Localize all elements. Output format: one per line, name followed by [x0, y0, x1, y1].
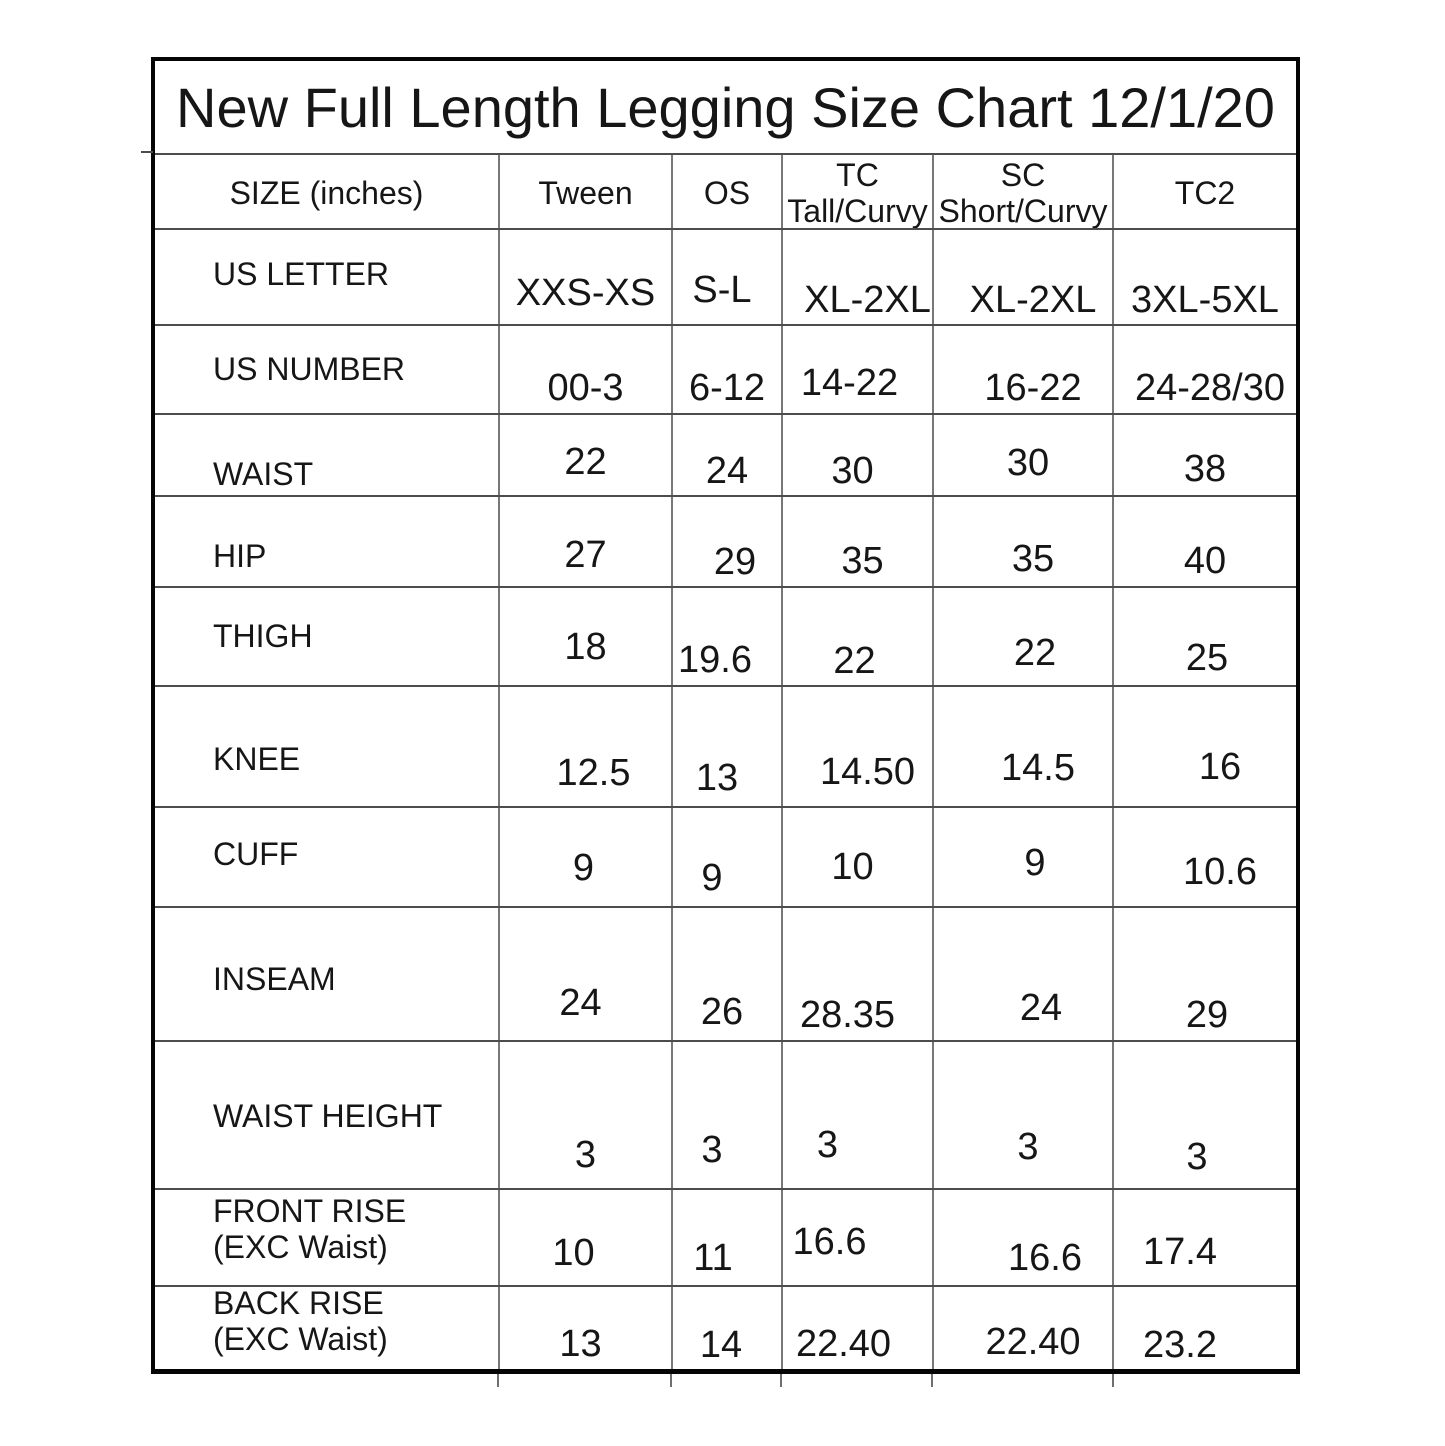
size-chart-table — [151, 57, 1300, 1374]
header-tc: TC Tall/Curvy — [781, 155, 932, 228]
size-value: S-L — [671, 230, 781, 324]
header-sc: SC Short/Curvy — [932, 155, 1112, 228]
size-value: 16.6 — [932, 1190, 1112, 1285]
column-line-stub — [1112, 1374, 1114, 1387]
size-value: XXS-XS — [498, 230, 671, 324]
size-value: 24 — [932, 908, 1112, 1040]
size-value: 30 — [932, 415, 1112, 495]
size-value: 27 — [498, 497, 671, 586]
row-label: INSEAM — [213, 961, 336, 997]
size-value: 19.6 — [671, 588, 781, 685]
size-value: 14 — [671, 1287, 781, 1369]
chart-title — [155, 61, 1296, 153]
column-line-stub — [931, 1374, 933, 1387]
row-label: BACK RISE (EXC Waist) — [213, 1287, 388, 1357]
table-row — [155, 1040, 1296, 1188]
size-value: 17.4 — [1112, 1190, 1296, 1285]
size-value: 30 — [781, 415, 932, 495]
size-value: 00-3 — [498, 326, 671, 413]
table-row — [155, 806, 1296, 906]
size-value: 9 — [671, 808, 781, 906]
size-value: 24-28/30 — [1112, 326, 1296, 413]
size-value: 35 — [932, 497, 1112, 586]
size-value: 3XL-5XL — [1112, 230, 1296, 324]
size-value: XL-2XL — [781, 230, 932, 324]
table-row — [155, 1188, 1296, 1285]
size-value: 3 — [932, 1042, 1112, 1188]
row-label: CUFF — [213, 836, 299, 872]
table-row — [155, 495, 1296, 586]
header-tween: Tween — [498, 155, 671, 228]
size-value: 22.40 — [781, 1287, 932, 1369]
size-value: 3 — [671, 1042, 781, 1188]
row-label: US LETTER — [213, 256, 390, 292]
size-value: 24 — [498, 908, 671, 1040]
row-label: FRONT RISE (EXC Waist) — [213, 1193, 407, 1265]
table-row — [155, 413, 1296, 495]
size-value: 14.5 — [932, 687, 1112, 806]
size-value: 14.50 — [781, 687, 932, 806]
row-label: KNEE — [213, 741, 301, 777]
row-label: US NUMBER — [213, 351, 406, 387]
row-label: WAIST HEIGHT — [213, 1098, 443, 1134]
size-value: 11 — [671, 1190, 781, 1285]
size-value: 13 — [498, 1287, 671, 1369]
size-value: 25 — [1112, 588, 1296, 685]
row-label: THIGH — [213, 618, 313, 654]
header-os: OS — [671, 155, 781, 228]
header-row — [155, 153, 1296, 228]
size-value: 6-12 — [671, 326, 781, 413]
size-value: 40 — [1112, 497, 1296, 586]
header-tc2: TC2 — [1112, 155, 1296, 228]
size-value: 16-22 — [932, 326, 1112, 413]
size-value: 3 — [1112, 1042, 1296, 1188]
size-value: 10 — [781, 808, 932, 906]
column-line-stub — [780, 1374, 782, 1387]
size-value: 16.6 — [781, 1190, 932, 1285]
size-value: 10 — [498, 1190, 671, 1285]
header-size: SIZE (inches) — [229, 175, 424, 211]
table-row — [155, 1285, 1296, 1369]
size-value: 24 — [671, 415, 781, 495]
size-value: 9 — [498, 808, 671, 906]
column-line-stub — [670, 1374, 672, 1387]
size-value: 35 — [781, 497, 932, 586]
table-row — [155, 324, 1296, 413]
size-value: 22.40 — [932, 1287, 1112, 1369]
size-value: 29 — [671, 497, 781, 586]
row-label: HIP — [213, 538, 267, 574]
size-value: 9 — [932, 808, 1112, 906]
table-row — [155, 586, 1296, 685]
size-value: 12.5 — [498, 687, 671, 806]
size-value: 22 — [498, 415, 671, 495]
size-value: XL-2XL — [932, 230, 1112, 324]
size-value: 14-22 — [781, 326, 932, 413]
size-value: 23.2 — [1112, 1287, 1296, 1369]
size-value: 29 — [1112, 908, 1296, 1040]
size-value: 16 — [1112, 687, 1296, 806]
table-row — [155, 685, 1296, 806]
row-label: WAIST — [213, 456, 314, 492]
size-value: 3 — [498, 1042, 671, 1188]
size-value: 22 — [781, 588, 932, 685]
size-value: 10.6 — [1112, 808, 1296, 906]
size-value: 13 — [671, 687, 781, 806]
size-value: 28.35 — [781, 908, 932, 1040]
chart-title-text: New Full Length Legging Size Chart 12/1/20 — [176, 75, 1275, 139]
size-value: 18 — [498, 588, 671, 685]
table-row — [155, 906, 1296, 1040]
size-value: 22 — [932, 588, 1112, 685]
title-line-stub — [141, 151, 153, 153]
column-line-stub — [497, 1374, 499, 1387]
table-row — [155, 228, 1296, 324]
size-value: 3 — [781, 1042, 932, 1188]
size-value: 26 — [671, 908, 781, 1040]
size-value: 38 — [1112, 415, 1296, 495]
